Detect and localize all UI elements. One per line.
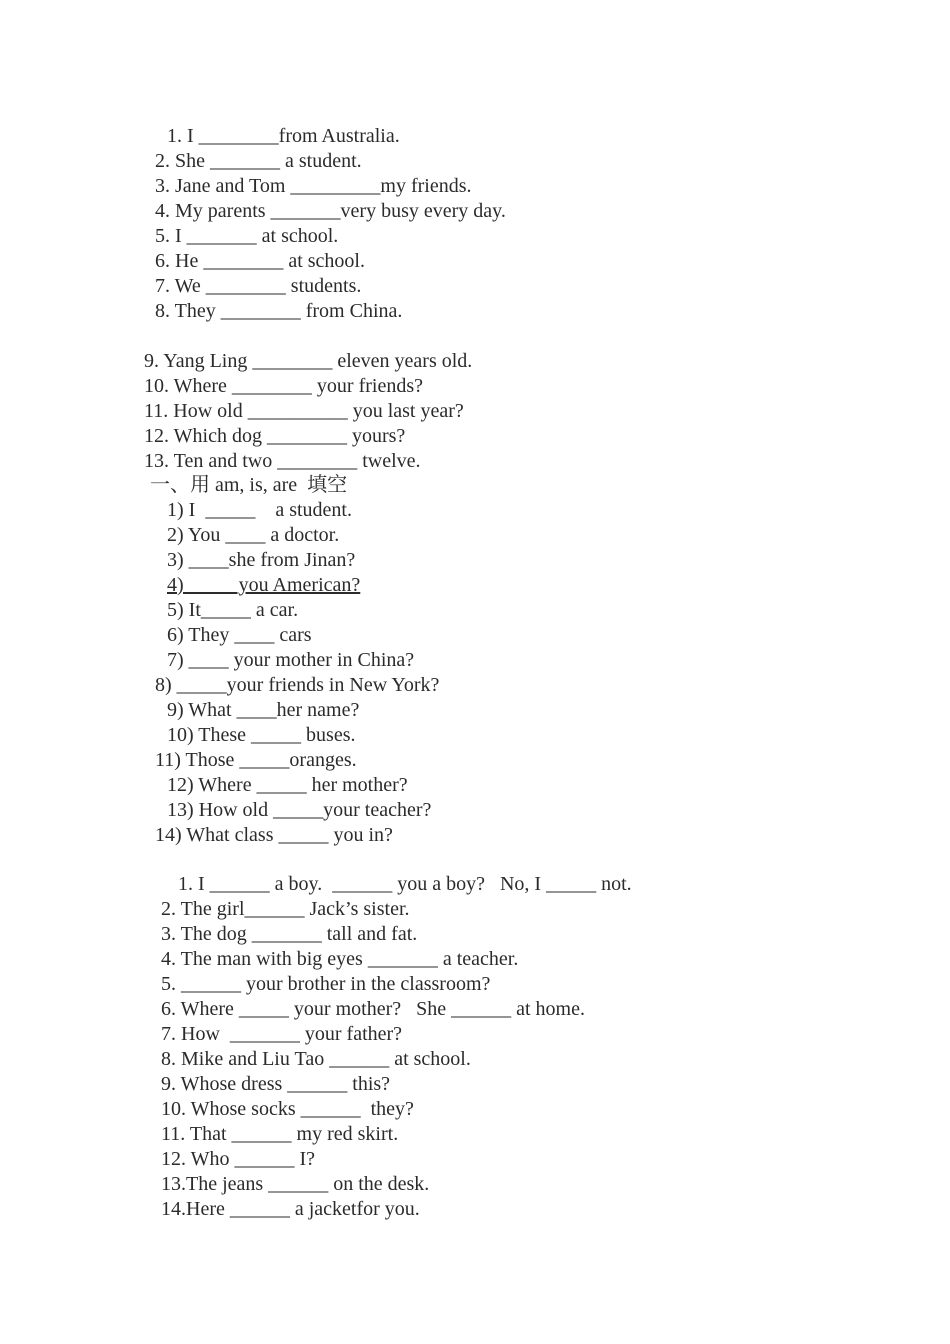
exercise-item: 2) You ____ a doctor. — [167, 524, 340, 546]
exercise-item: 1. I ______ a boy. ______ you a boy? No, I _____ not. — [178, 873, 632, 895]
exercise-item: 13.The jeans ______ on the desk. — [161, 1173, 430, 1195]
exercise-item: 4) _____you American? — [167, 574, 361, 596]
exercise-item: 12. Who ______ I? — [161, 1148, 316, 1170]
exercise-item: 1) I _____ a student. — [167, 499, 352, 521]
exercise-item: 4. The man with big eyes _______ a teacher. — [161, 948, 519, 970]
exercise-item: 10. Where ________ your friends? — [144, 375, 424, 397]
exercise-item: 7. We ________ students. — [155, 275, 362, 297]
exercise-item: 1. I ________from Australia. — [167, 125, 400, 147]
exercise-item: 11) Those _____oranges. — [155, 749, 357, 771]
exercise-item: 11. That ______ my red skirt. — [161, 1123, 399, 1145]
exercise-item: 10. Whose socks ______ they? — [161, 1098, 414, 1120]
exercise-item: 14.Here ______ a jacketfor you. — [161, 1198, 420, 1220]
exercise-item: 8. Mike and Liu Tao ______ at school. — [161, 1048, 471, 1070]
exercise-item: 5. ______ your brother in the classroom? — [161, 973, 491, 995]
exercise-item: 5. I _______ at school. — [155, 225, 339, 247]
exercise-item: 13) How old _____your teacher? — [167, 799, 432, 821]
exercise-item: 11. How old __________ you last year? — [144, 400, 464, 422]
exercise-item: 7. How _______ your father? — [161, 1023, 403, 1045]
exercise-item: 6) They ____ cars — [167, 624, 312, 646]
exercise-item: 12. Which dog ________ yours? — [144, 425, 406, 447]
exercise-item: 12) Where _____ her mother? — [167, 774, 408, 796]
exercise-item: 3. The dog _______ tall and fat. — [161, 923, 418, 945]
section-heading: 一、用 am, is, are 填空 — [150, 474, 348, 496]
exercise-item: 6. He ________ at school. — [155, 250, 365, 272]
exercise-item: 6. Where _____ your mother? She ______ at home. — [161, 998, 585, 1020]
exercise-item: 5) It_____ a car. — [167, 599, 299, 621]
exercise-item: 3) ____she from Jinan? — [167, 549, 356, 571]
exercise-item: 10) These _____ buses. — [167, 724, 356, 746]
exercise-item: 2. She _______ a student. — [155, 150, 362, 172]
exercise-item: 9) What ____her name? — [167, 699, 360, 721]
exercise-item: 2. The girl______ Jack’s sister. — [161, 898, 410, 920]
exercise-item: 3. Jane and Tom _________my friends. — [155, 175, 472, 197]
exercise-item: 4. My parents _______very busy every day. — [155, 200, 506, 222]
exercise-item: 8) _____your friends in New York? — [155, 674, 440, 696]
exercise-item: 7) ____ your mother in China? — [167, 649, 415, 671]
exercise-item: 13. Ten and two ________ twelve. — [144, 450, 421, 472]
exercise-item: 8. They ________ from China. — [155, 300, 403, 322]
exercise-item: 9. Whose dress ______ this? — [161, 1073, 391, 1095]
exercise-item: 14) What class _____ you in? — [155, 824, 393, 846]
exercise-item: 9. Yang Ling ________ eleven years old. — [144, 350, 473, 372]
